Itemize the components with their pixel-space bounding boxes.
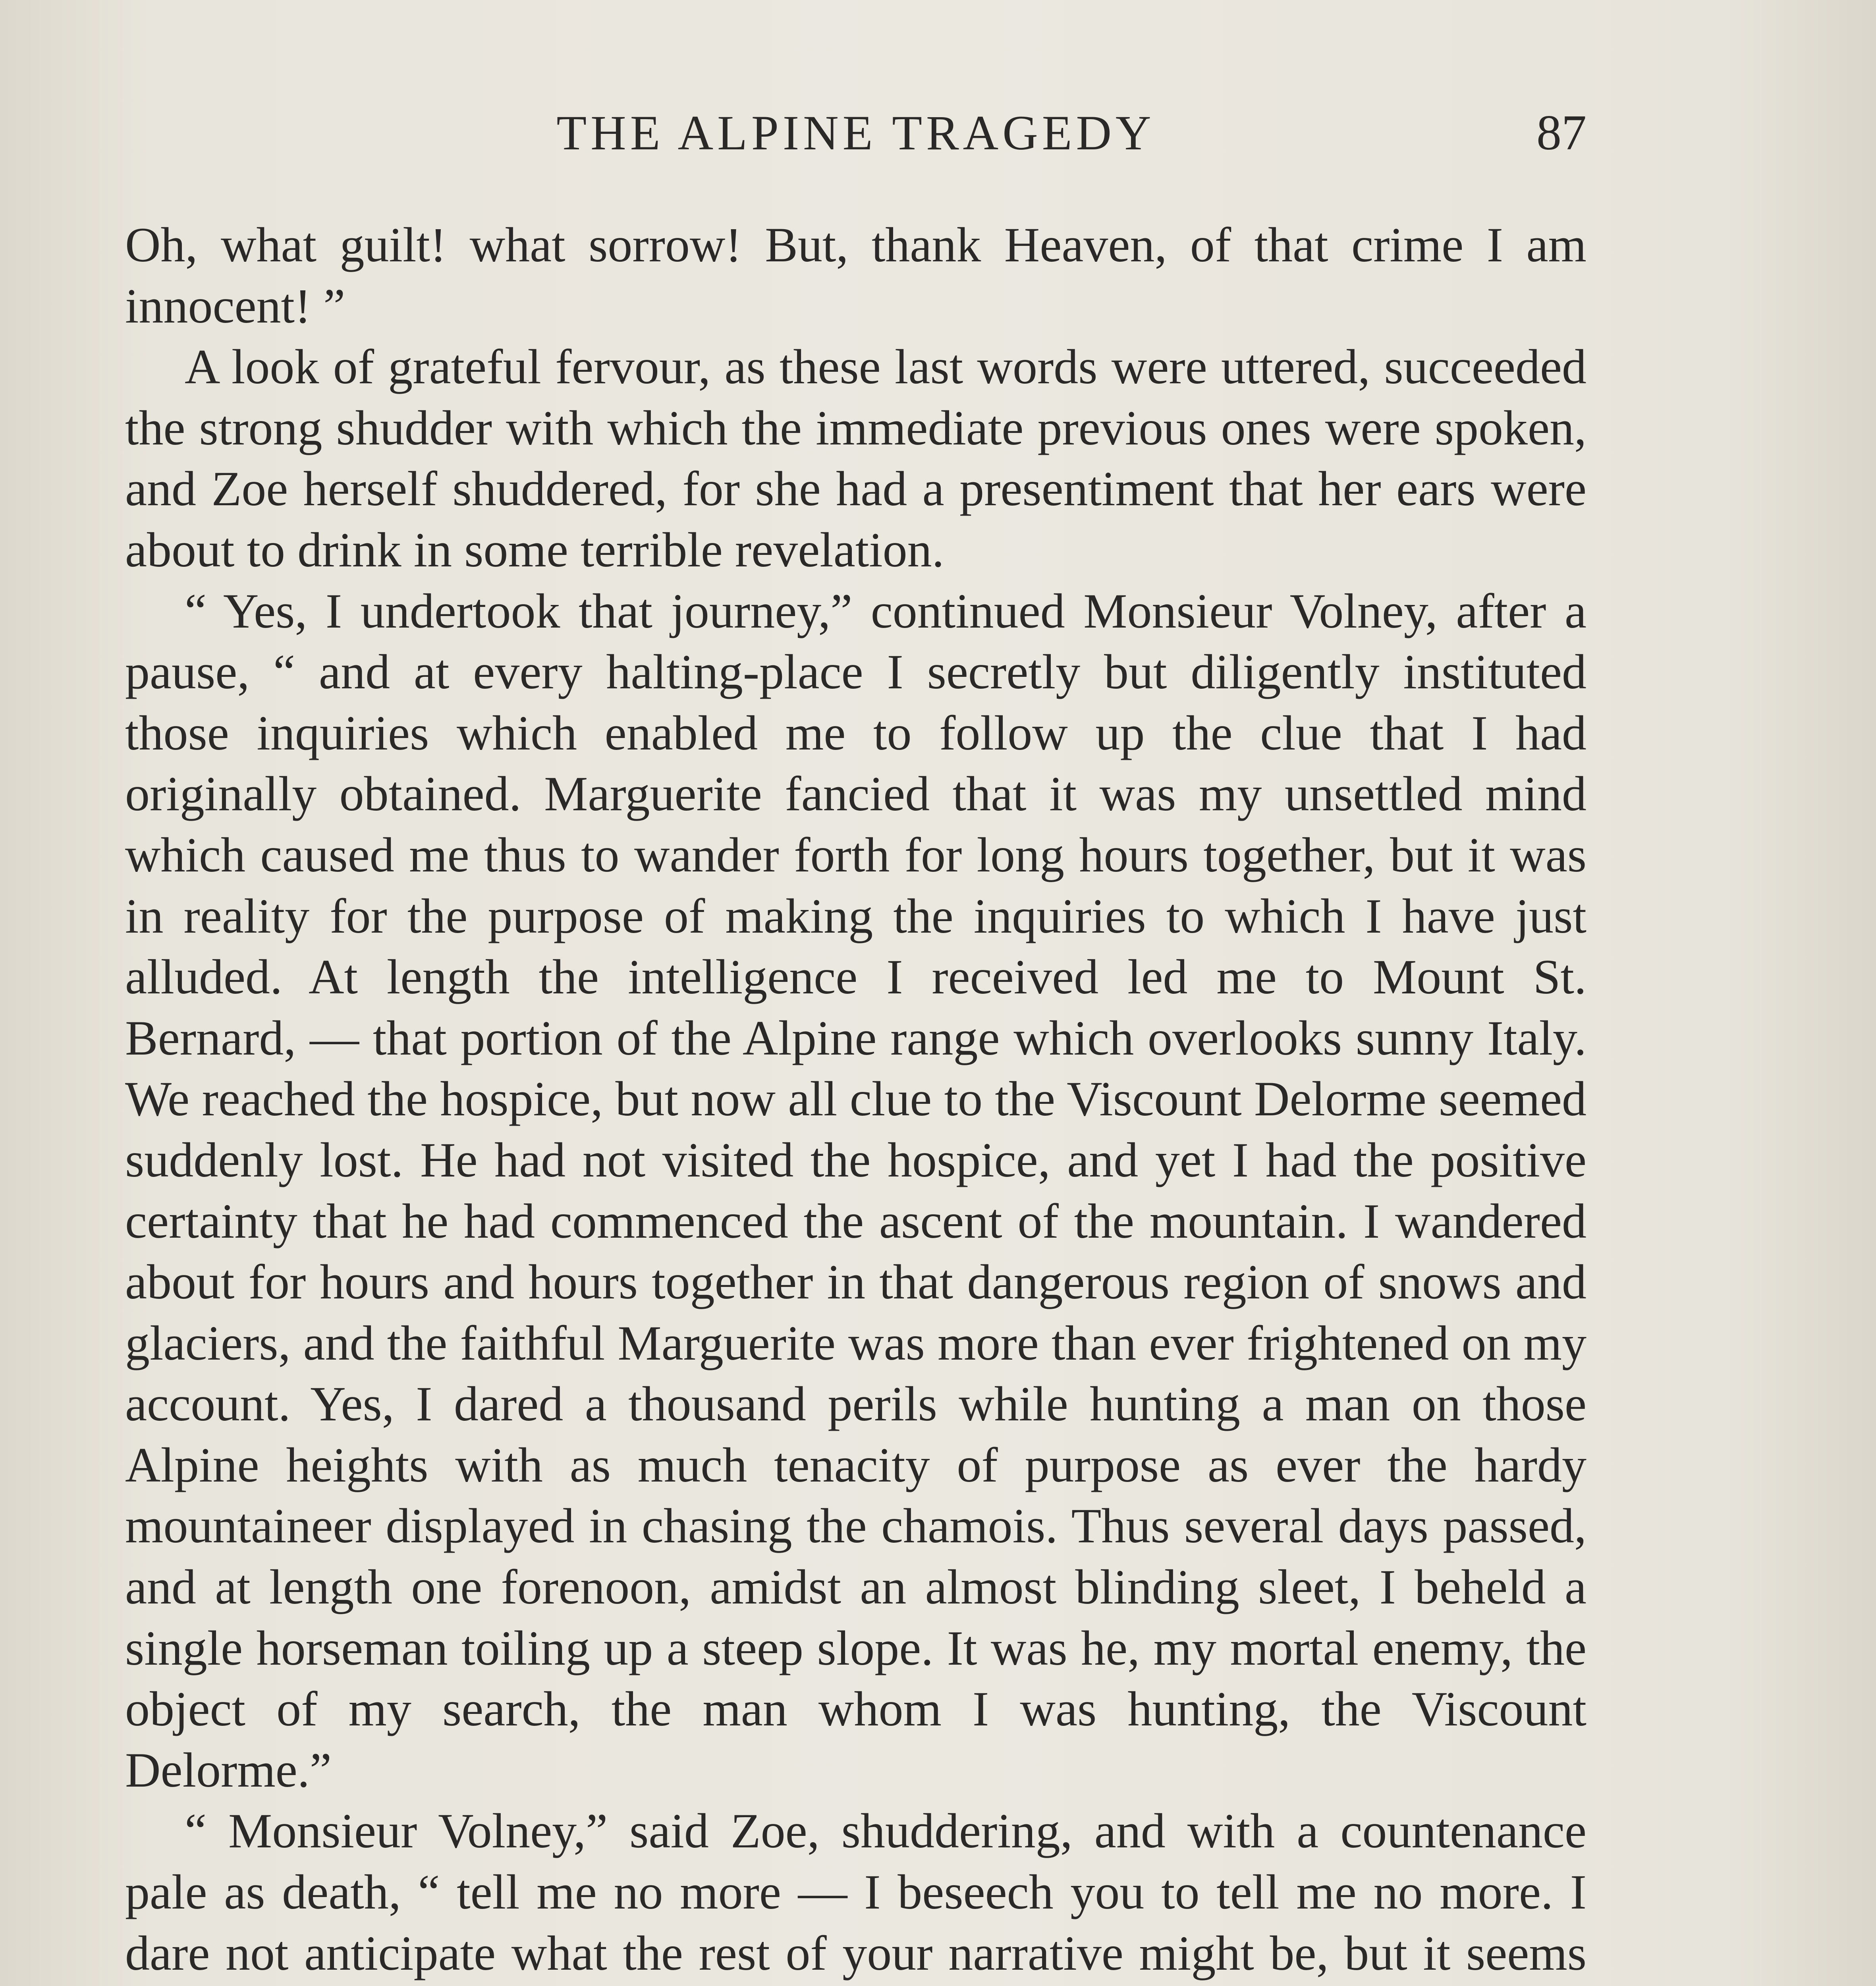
paragraph: “ Yes, I undertook that journey,” continued Monsieur Volney, after a pause, “ and at every halting-place I secretly but diligently instituted those inquiries which enabled me to follow up the clue that I had originally obtained. Marguerite fancied that it was my unsettled mind which caused me thus to wander forth for long hours together, but it was in reality for the purpose of making the inquiries to which I have just alluded. At length the intelligence I received led me to Mount St. Bernard, — that portion of the Alpine range which overlooks sunny Italy. We reached the hospice, but now all clue to the Viscount Delorme seemed suddenly lost. He had not visited the hospice, and yet I had the positive certainty that he had commenced the ascent of the mountain. I wandered about for hours and hours together in that dangerous region of snows and glaciers, and the faithful Marguerite was more than ever frightened on my account. Yes, I dared a thousand perils while hunting a man on those Alpine heights with as much tenacity of purpose as ever the hardy mountaineer displayed in chasing the chamois. Thus several days passed, and at length one forenoon, amidst an almost blinding sleet, I beheld a single horseman toiling up a steep slope. It was he, my mortal enemy, the object of my search, the man whom I was hunting, the Viscount Delorme.” [125,583,1586,1797]
paragraph: “ Monsieur Volney,” said Zoe, shuddering, and with a countenance pale as death, “ tell me no more — I beseech you to tell me no more. I dare not anticipate what the rest of your narrative might be, but it seems [125,1804,1586,1980]
page-number: 87 [1536,105,1586,160]
paragraph-continued: Oh, what guilt! what sorrow! But, thank Heaven, of that crime I am innocent! ” [125,218,1586,333]
body-text [125,214,1586,1986]
running-head [125,101,1586,165]
paragraph: A look of grateful fervour, as these last words were uttered, succeeded the strong shudder with which the immediate previous ones were spoken, and Zoe herself shuddered, for she had a presentiment that her ears were about to drink in some terrible revelation. [125,340,1586,577]
running-title: THE ALPINE TRAGEDY [556,106,1155,160]
